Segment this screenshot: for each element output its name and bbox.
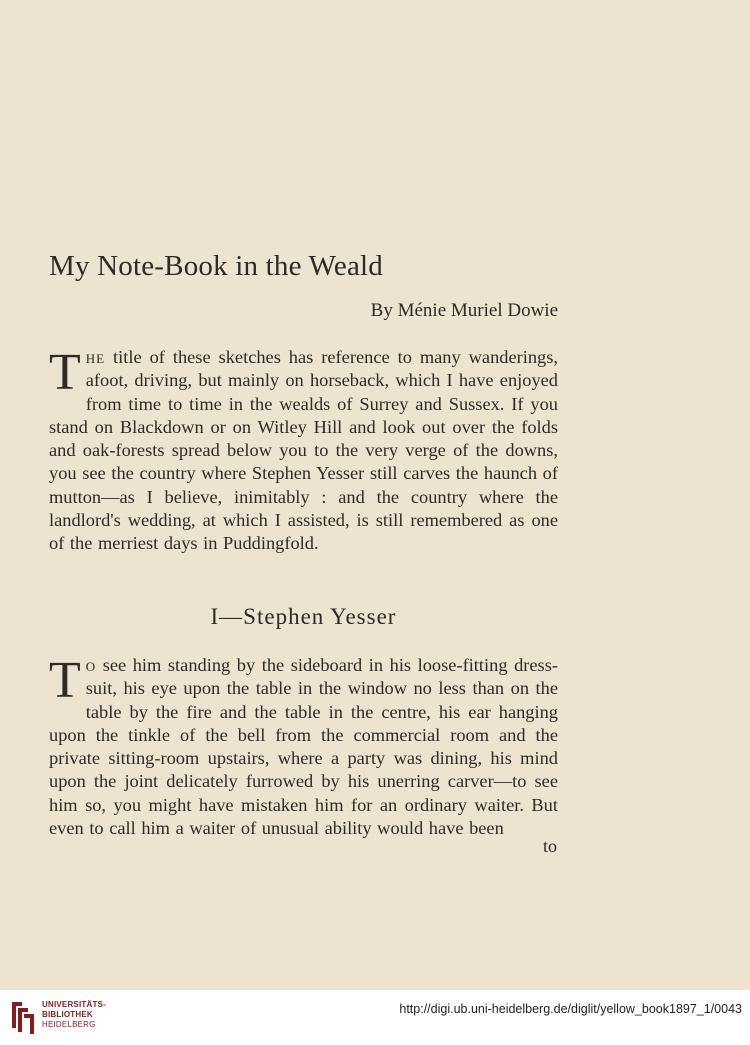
logo-line: UNIVERSITÄTS- <box>42 1000 106 1009</box>
intro-paragraph <box>49 346 558 556</box>
permalink-url[interactable]: http://digi.ub.uni-heidelberg.de/diglit/yellow_book1897_1/0043 <box>399 1002 742 1016</box>
drop-cap-initial: T <box>49 344 81 401</box>
paragraph-text: see him standing by the sideboard in his loose-fitting dress-suit, his eye upon the table in the window no less than on the table by the fire and the table in the centre, his ear hanging upon the tinkle of the bell from the commercial room and the private sitting-room upstairs, where a party was dining, his mind upon the joint delicately furrowed by his unerring carver—to see him so, you might have mistaken him for an ordinary waiter. But even to call him a waiter of unusual ability would have been <box>49 655 558 839</box>
library-logo-icon[interactable] <box>8 998 38 1036</box>
paragraph-text: title of these sketches has reference to many wanderings, afoot, driving, but mainly on horseback, which I have enjoyed from time to time in the wealds of Surrey and Sussex. If you stand on Blackdown or on Witley Hill and look out over the folds and oak-forests spread below you to the very verge of the downs, you see the country where Stephen Yesser still carves the haunch of mutton—as I believe, inimitably : and the country where the landlord's wedding, at which I assisted, is still remembered as one of the merriest days in Puddingfold. <box>49 347 558 554</box>
small-caps-lead: o <box>85 655 97 675</box>
small-caps-lead: he <box>85 347 106 367</box>
logo-line: BIBLIOTHEK <box>42 1010 93 1019</box>
author-byline: By Ménie Muriel Dowie <box>370 300 558 321</box>
article-title: My Note-Book in the Weald <box>49 250 383 282</box>
body-paragraph <box>49 654 558 840</box>
drop-cap-initial: T <box>49 652 81 709</box>
catchword: to <box>542 836 557 856</box>
footer-bar <box>0 990 750 1045</box>
library-logo-text <box>42 1000 106 1030</box>
logo-line: HEIDELBERG <box>42 1020 96 1029</box>
section-heading: I—Stephen Yesser <box>210 604 397 629</box>
